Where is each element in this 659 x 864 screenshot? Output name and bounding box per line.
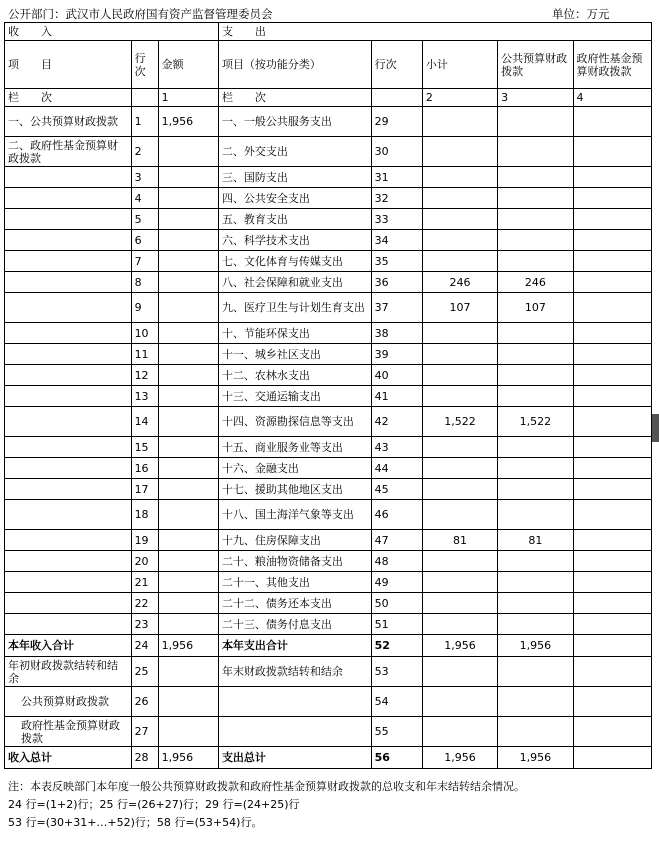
carry-fund-expense-fund (573, 717, 652, 747)
expense-fund-cell (573, 137, 652, 167)
expense-item-cell: 十三、交通运输支出 (218, 386, 371, 407)
expense-row-no-cell: 51 (371, 614, 422, 635)
expense-public-cell (498, 593, 573, 614)
expense-subtotal-cell (422, 365, 497, 386)
expense-row-no-cell: 34 (371, 230, 422, 251)
income-row-no-cell: 16 (131, 458, 158, 479)
table-row (5, 530, 652, 551)
carry-fund-expense-public (498, 717, 573, 747)
income-row-no-cell: 21 (131, 572, 158, 593)
grand-income-label: 收入总计 (5, 747, 132, 769)
expense-subtotal-cell (422, 251, 497, 272)
expense-subtotal-cell (422, 230, 497, 251)
grand-expense-row-no: 56 (371, 747, 422, 769)
expense-row-no-cell: 35 (371, 251, 422, 272)
col-label: 栏 次 (5, 89, 132, 107)
expense-fund-cell (573, 272, 652, 293)
carry-row (5, 657, 652, 687)
carry-income-label: 年初财政拨款结转和结余 (5, 657, 132, 687)
expense-fund-cell (573, 107, 652, 137)
expense-item-cell: 十五、商业服务业等支出 (218, 437, 371, 458)
table-row (5, 365, 652, 386)
expense-fund-cell (573, 344, 652, 365)
expense-fund-cell (573, 530, 652, 551)
table-row (5, 107, 652, 137)
grand-total-row (5, 747, 652, 769)
income-amount-cell (158, 167, 218, 188)
expense-row-no-cell: 36 (371, 272, 422, 293)
header-item: 项 目 (5, 41, 132, 89)
income-amount-cell (158, 437, 218, 458)
header-public-budget: 公共预算财政拨款 (498, 41, 573, 89)
expense-public-cell: 107 (498, 293, 573, 323)
total-expense-subtotal: 1,956 (422, 635, 497, 657)
table-row (5, 458, 652, 479)
expense-item-cell: 二十二、债务还本支出 (218, 593, 371, 614)
income-row-no-cell: 18 (131, 500, 158, 530)
income-row-no-cell: 23 (131, 614, 158, 635)
expense-item-cell: 一、一般公共服务支出 (218, 107, 371, 137)
expense-public-cell (498, 572, 573, 593)
carry-public-amount (158, 687, 218, 717)
expense-public-cell: 81 (498, 530, 573, 551)
note-3: 53 行=(30+31+…+52)行；58 行=(53+54)行。 (8, 816, 263, 829)
expense-row-no-cell: 45 (371, 479, 422, 500)
expense-public-cell (498, 230, 573, 251)
income-item-cell (5, 251, 132, 272)
table-row (5, 614, 652, 635)
expense-subtotal-cell (422, 209, 497, 230)
expense-item-cell: 十、节能环保支出 (218, 323, 371, 344)
expense-subtotal-cell: 246 (422, 272, 497, 293)
column-header-row (5, 41, 652, 89)
expense-subtotal-cell (422, 458, 497, 479)
expense-subtotal-cell (422, 137, 497, 167)
income-amount-cell (158, 614, 218, 635)
expense-row-no-cell: 30 (371, 137, 422, 167)
carry-income-row-no: 25 (131, 657, 158, 687)
col-blank-1 (131, 89, 158, 107)
income-item-cell (5, 230, 132, 251)
total-income-label: 本年收入合计 (5, 635, 132, 657)
income-row-no-cell: 19 (131, 530, 158, 551)
income-item-cell (5, 188, 132, 209)
expense-subtotal-cell (422, 479, 497, 500)
table-row (5, 293, 652, 323)
income-row-no-cell: 4 (131, 188, 158, 209)
income-item-cell (5, 272, 132, 293)
total-expense-row-no: 52 (371, 635, 422, 657)
col-index-4: 4 (573, 89, 652, 107)
notes (8, 780, 648, 834)
income-row-no-cell: 3 (131, 167, 158, 188)
income-amount-cell (158, 344, 218, 365)
carry-expense-label: 年末财政拨款结转和结余 (218, 657, 371, 687)
expense-subtotal-cell (422, 437, 497, 458)
expense-row-no-cell: 33 (371, 209, 422, 230)
budget-table (4, 22, 652, 769)
expense-public-cell (498, 614, 573, 635)
table-row (5, 251, 652, 272)
col-index-3: 3 (498, 89, 573, 107)
expense-fund-cell (573, 230, 652, 251)
total-row (5, 635, 652, 657)
grand-expense-label: 支出总计 (218, 747, 371, 769)
total-expense-label: 本年支出合计 (218, 635, 371, 657)
income-item-cell (5, 323, 132, 344)
income-row-no-cell: 5 (131, 209, 158, 230)
section-header-row (5, 23, 652, 41)
income-row-no-cell: 7 (131, 251, 158, 272)
income-amount-cell (158, 293, 218, 323)
expense-item-cell: 七、文化体育与传媒支出 (218, 251, 371, 272)
income-item-cell (5, 500, 132, 530)
expense-fund-cell (573, 251, 652, 272)
carry-income-amount (158, 657, 218, 687)
income-amount-cell (158, 458, 218, 479)
income-amount-cell (158, 386, 218, 407)
income-amount-cell: 1,956 (158, 107, 218, 137)
expense-item-cell: 十八、国土海洋气象等支出 (218, 500, 371, 530)
grand-income-row-no: 28 (131, 747, 158, 769)
col-label-2: 栏 次 (218, 89, 371, 107)
income-row-no-cell: 1 (131, 107, 158, 137)
carry-fund-label: 政府性基金预算财政拨款 (5, 717, 132, 747)
expense-public-cell (498, 500, 573, 530)
income-item-cell: 二、政府性基金预算财政拨款 (5, 137, 132, 167)
col-index-2: 2 (422, 89, 497, 107)
expense-subtotal-cell (422, 500, 497, 530)
income-row-no-cell: 9 (131, 293, 158, 323)
income-item-cell (5, 572, 132, 593)
income-item-cell (5, 593, 132, 614)
carry-fund-row (5, 717, 652, 747)
income-item-cell (5, 614, 132, 635)
table-row (5, 437, 652, 458)
carry-public-label: 公共预算财政拨款 (5, 687, 132, 717)
expense-row-no-cell: 38 (371, 323, 422, 344)
expense-public-cell (498, 344, 573, 365)
grand-expense-public: 1,956 (498, 747, 573, 769)
table-row (5, 137, 652, 167)
expense-subtotal-cell (422, 551, 497, 572)
table-row (5, 386, 652, 407)
carry-expense-subtotal (422, 657, 497, 687)
expense-row-no-cell: 44 (371, 458, 422, 479)
income-amount-cell (158, 407, 218, 437)
expense-public-cell: 1,522 (498, 407, 573, 437)
column-index-row (5, 89, 652, 107)
table-row (5, 167, 652, 188)
income-amount-cell (158, 530, 218, 551)
table-row (5, 188, 652, 209)
expense-item-cell: 四、公共安全支出 (218, 188, 371, 209)
expense-row-no-cell: 40 (371, 365, 422, 386)
income-amount-cell (158, 272, 218, 293)
income-section-header: 收 入 (5, 23, 219, 41)
carry-fund-amount (158, 717, 218, 747)
income-amount-cell (158, 251, 218, 272)
report-header (4, 4, 654, 22)
income-row-no-cell: 8 (131, 272, 158, 293)
income-amount-cell (158, 137, 218, 167)
income-item-cell (5, 530, 132, 551)
expense-fund-cell (573, 188, 652, 209)
table-row (5, 500, 652, 530)
table-row (5, 209, 652, 230)
carry-public-row (5, 687, 652, 717)
income-item-cell (5, 293, 132, 323)
carry-expense-public (498, 657, 573, 687)
table-row (5, 572, 652, 593)
expense-public-cell (498, 386, 573, 407)
expense-fund-cell (573, 593, 652, 614)
expense-row-no-cell: 46 (371, 500, 422, 530)
expense-public-cell (498, 137, 573, 167)
expense-public-cell (498, 188, 573, 209)
header-fund-budget: 政府性基金预算财政拨款 (573, 41, 652, 89)
carry-fund-row-no: 27 (131, 717, 158, 747)
table-row (5, 323, 652, 344)
table-row (5, 344, 652, 365)
expense-subtotal-cell: 1,522 (422, 407, 497, 437)
expense-row-no-cell: 32 (371, 188, 422, 209)
total-income-amount: 1,956 (158, 635, 218, 657)
header-row-no: 行次 (131, 41, 158, 89)
expense-item-cell: 二十一、其他支出 (218, 572, 371, 593)
header-amount: 金额 (158, 41, 218, 89)
expense-item-cell: 五、教育支出 (218, 209, 371, 230)
income-row-no-cell: 17 (131, 479, 158, 500)
table-row (5, 479, 652, 500)
table-row (5, 593, 652, 614)
expense-item-cell: 十六、金融支出 (218, 458, 371, 479)
expense-fund-cell (573, 167, 652, 188)
carry-public-expense-label (218, 687, 371, 717)
expense-fund-cell (573, 479, 652, 500)
expense-fund-cell (573, 572, 652, 593)
income-amount-cell (158, 209, 218, 230)
table-row (5, 551, 652, 572)
col-index-1: 1 (158, 89, 218, 107)
expense-public-cell (498, 479, 573, 500)
expense-public-cell (498, 365, 573, 386)
income-row-no-cell: 6 (131, 230, 158, 251)
expense-item-cell: 十二、农林水支出 (218, 365, 371, 386)
expense-public-cell (498, 437, 573, 458)
expense-subtotal-cell (422, 344, 497, 365)
expense-public-cell (498, 251, 573, 272)
income-item-cell (5, 344, 132, 365)
table-row (5, 272, 652, 293)
income-row-no-cell: 2 (131, 137, 158, 167)
expense-section-header: 支 出 (218, 23, 651, 41)
expense-row-no-cell: 41 (371, 386, 422, 407)
expense-row-no-cell: 50 (371, 593, 422, 614)
expense-subtotal-cell (422, 593, 497, 614)
total-income-row-no: 24 (131, 635, 158, 657)
income-row-no-cell: 10 (131, 323, 158, 344)
expense-item-cell: 二十、粮油物资储备支出 (218, 551, 371, 572)
expense-public-cell (498, 551, 573, 572)
expense-row-no-cell: 47 (371, 530, 422, 551)
income-row-no-cell: 11 (131, 344, 158, 365)
expense-row-no-cell: 37 (371, 293, 422, 323)
scrollbar-handle[interactable] (652, 414, 659, 442)
expense-fund-cell (573, 458, 652, 479)
expense-item-cell: 十七、援助其他地区支出 (218, 479, 371, 500)
header-expense-item: 项目（按功能分类） (218, 41, 371, 89)
carry-public-row-no: 26 (131, 687, 158, 717)
total-expense-public: 1,956 (498, 635, 573, 657)
expense-row-no-cell: 39 (371, 344, 422, 365)
table-row (5, 407, 652, 437)
income-amount-cell (158, 365, 218, 386)
income-amount-cell (158, 230, 218, 251)
income-item-cell (5, 479, 132, 500)
income-amount-cell (158, 551, 218, 572)
unit-label: 单位：万元 (552, 7, 610, 21)
income-item-cell (5, 551, 132, 572)
income-amount-cell (158, 500, 218, 530)
expense-fund-cell (573, 386, 652, 407)
grand-expense-fund (573, 747, 652, 769)
total-expense-fund (573, 635, 652, 657)
carry-public-expense-fund (573, 687, 652, 717)
income-row-no-cell: 20 (131, 551, 158, 572)
expense-fund-cell (573, 437, 652, 458)
expense-fund-cell (573, 407, 652, 437)
carry-public-expense-public (498, 687, 573, 717)
expense-public-cell (498, 209, 573, 230)
income-row-no-cell: 13 (131, 386, 158, 407)
expense-row-no-cell: 48 (371, 551, 422, 572)
expense-subtotal-cell (422, 107, 497, 137)
expense-subtotal-cell (422, 323, 497, 344)
income-row-no-cell: 12 (131, 365, 158, 386)
expense-row-no-cell: 29 (371, 107, 422, 137)
expense-row-no-cell: 42 (371, 407, 422, 437)
expense-fund-cell (573, 500, 652, 530)
grand-expense-subtotal: 1,956 (422, 747, 497, 769)
expense-item-cell: 十四、资源勘探信息等支出 (218, 407, 371, 437)
expense-public-cell (498, 167, 573, 188)
header-expense-row-no: 行次 (371, 41, 422, 89)
carry-expense-row-no: 53 (371, 657, 422, 687)
expense-fund-cell (573, 365, 652, 386)
expense-row-no-cell: 49 (371, 572, 422, 593)
expense-fund-cell (573, 323, 652, 344)
col-blank-2 (371, 89, 422, 107)
income-amount-cell (158, 593, 218, 614)
income-amount-cell (158, 188, 218, 209)
expense-public-cell (498, 107, 573, 137)
income-item-cell (5, 458, 132, 479)
income-amount-cell (158, 572, 218, 593)
expense-item-cell: 三、国防支出 (218, 167, 371, 188)
carry-fund-expense-subtotal (422, 717, 497, 747)
expense-public-cell: 246 (498, 272, 573, 293)
carry-expense-fund (573, 657, 652, 687)
table-row (5, 230, 652, 251)
expense-fund-cell (573, 614, 652, 635)
income-item-cell (5, 407, 132, 437)
expense-fund-cell (573, 293, 652, 323)
expense-fund-cell (573, 209, 652, 230)
expense-subtotal-cell (422, 188, 497, 209)
carry-fund-expense-row-no: 55 (371, 717, 422, 747)
carry-public-expense-subtotal (422, 687, 497, 717)
expense-item-cell: 九、医疗卫生与计划生育支出 (218, 293, 371, 323)
expense-row-no-cell: 31 (371, 167, 422, 188)
expense-item-cell: 十九、住房保障支出 (218, 530, 371, 551)
income-row-no-cell: 14 (131, 407, 158, 437)
income-amount-cell (158, 323, 218, 344)
note-1: 注：本表反映部门本年度一般公共预算财政拨款和政府性基金预算财政拨款的总收支和年末结转结余情况。 (8, 780, 525, 793)
expense-public-cell (498, 458, 573, 479)
expense-subtotal-cell (422, 614, 497, 635)
expense-row-no-cell: 43 (371, 437, 422, 458)
expense-subtotal-cell (422, 167, 497, 188)
expense-public-cell (498, 323, 573, 344)
header-subtotal: 小计 (422, 41, 497, 89)
income-item-cell (5, 386, 132, 407)
expense-item-cell: 二十三、债务付息支出 (218, 614, 371, 635)
income-item-cell (5, 167, 132, 188)
department-label: 公开部门：武汉市人民政府国有资产监督管理委员会 (8, 7, 273, 21)
expense-subtotal-cell (422, 386, 497, 407)
income-item-cell: 一、公共预算财政拨款 (5, 107, 132, 137)
grand-income-amount: 1,956 (158, 747, 218, 769)
income-item-cell (5, 209, 132, 230)
income-amount-cell (158, 479, 218, 500)
expense-item-cell: 二、外交支出 (218, 137, 371, 167)
expense-fund-cell (573, 551, 652, 572)
expense-subtotal-cell: 81 (422, 530, 497, 551)
income-item-cell (5, 437, 132, 458)
expense-subtotal-cell (422, 572, 497, 593)
expense-item-cell: 八、社会保障和就业支出 (218, 272, 371, 293)
note-2: 24 行=(1+2)行；25 行=(26+27)行；29 行=(24+25)行 (8, 798, 300, 811)
expense-item-cell: 六、科学技术支出 (218, 230, 371, 251)
expense-subtotal-cell: 107 (422, 293, 497, 323)
income-row-no-cell: 15 (131, 437, 158, 458)
expense-item-cell: 十一、城乡社区支出 (218, 344, 371, 365)
carry-public-expense-row-no: 54 (371, 687, 422, 717)
income-item-cell (5, 365, 132, 386)
income-row-no-cell: 22 (131, 593, 158, 614)
carry-fund-expense-label (218, 717, 371, 747)
